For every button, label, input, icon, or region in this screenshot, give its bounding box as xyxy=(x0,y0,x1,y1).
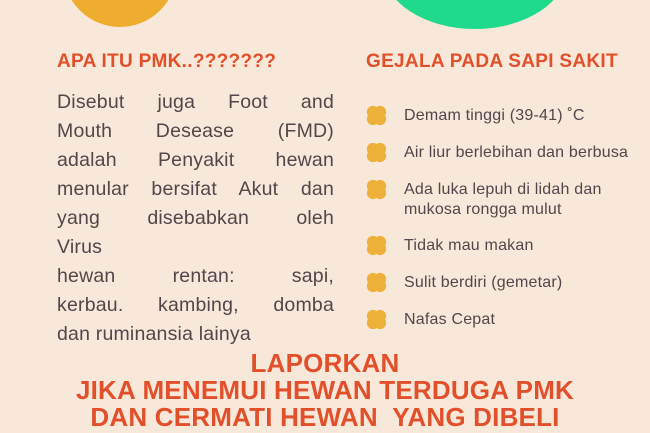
symptoms-section xyxy=(366,51,632,347)
paragraph-line: Disebut juga Foot and xyxy=(57,91,334,113)
symptom-item xyxy=(366,236,632,256)
paragraph-line: Mouth Desease (FMD) xyxy=(57,120,334,142)
clover-bullet-icon xyxy=(366,142,387,163)
what-is-pmk-section xyxy=(57,51,334,349)
clover-bullet-icon xyxy=(366,105,387,126)
paragraph-line: yang disebabkan oleh xyxy=(57,207,334,229)
pmk-description-paragraph xyxy=(57,88,334,349)
symptom-item xyxy=(366,273,632,293)
symptom-list xyxy=(366,106,632,330)
yellow-circle-decoration xyxy=(63,0,177,27)
footer-line-2: JIKA MENEMUI HEWAN TERDUGA PMK xyxy=(75,375,575,405)
what-is-pmk-heading: APA ITU PMK..??????? xyxy=(57,51,277,72)
paragraph-line: hewan rentan: sapi, xyxy=(57,265,334,287)
symptom-label: Ada luka lepuh di lidah dan mukosa rongga mulut xyxy=(404,181,602,218)
symptoms-heading: GEJALA PADA SAPI SAKIT xyxy=(366,51,618,72)
symptom-item xyxy=(366,143,632,163)
clover-bullet-icon xyxy=(366,235,387,256)
clover-bullet-icon xyxy=(366,272,387,293)
paragraph-line: adalah Penyakit hewan xyxy=(57,149,334,171)
paragraph-line: dan ruminansia lainya xyxy=(57,323,251,345)
symptom-label: Sulit berdiri (gemetar) xyxy=(404,274,563,291)
paragraph-line: menular bersifat Akut dan xyxy=(57,178,334,200)
footer-line-3: DAN CERMATI HEWAN YANG DIBELI xyxy=(90,402,560,432)
symptom-item xyxy=(366,106,632,126)
report-call-to-action xyxy=(0,350,650,431)
symptom-item xyxy=(366,310,632,330)
clover-bullet-icon xyxy=(366,179,387,200)
symptom-item xyxy=(366,180,632,219)
paragraph-line: kerbau. kambing, domba xyxy=(57,294,334,316)
symptom-label: Air liur berlebihan dan berbusa xyxy=(404,144,629,161)
symptom-label: Tidak mau makan xyxy=(404,237,534,254)
footer-line-1: LAPORKAN xyxy=(250,348,400,378)
clover-bullet-icon xyxy=(366,309,387,330)
symptom-label: Demam tinggi (39-41) ˚C xyxy=(404,107,585,124)
paragraph-line: Virus xyxy=(57,236,103,258)
green-circle-decoration xyxy=(383,0,567,29)
symptom-label: Nafas Cepat xyxy=(404,311,496,328)
